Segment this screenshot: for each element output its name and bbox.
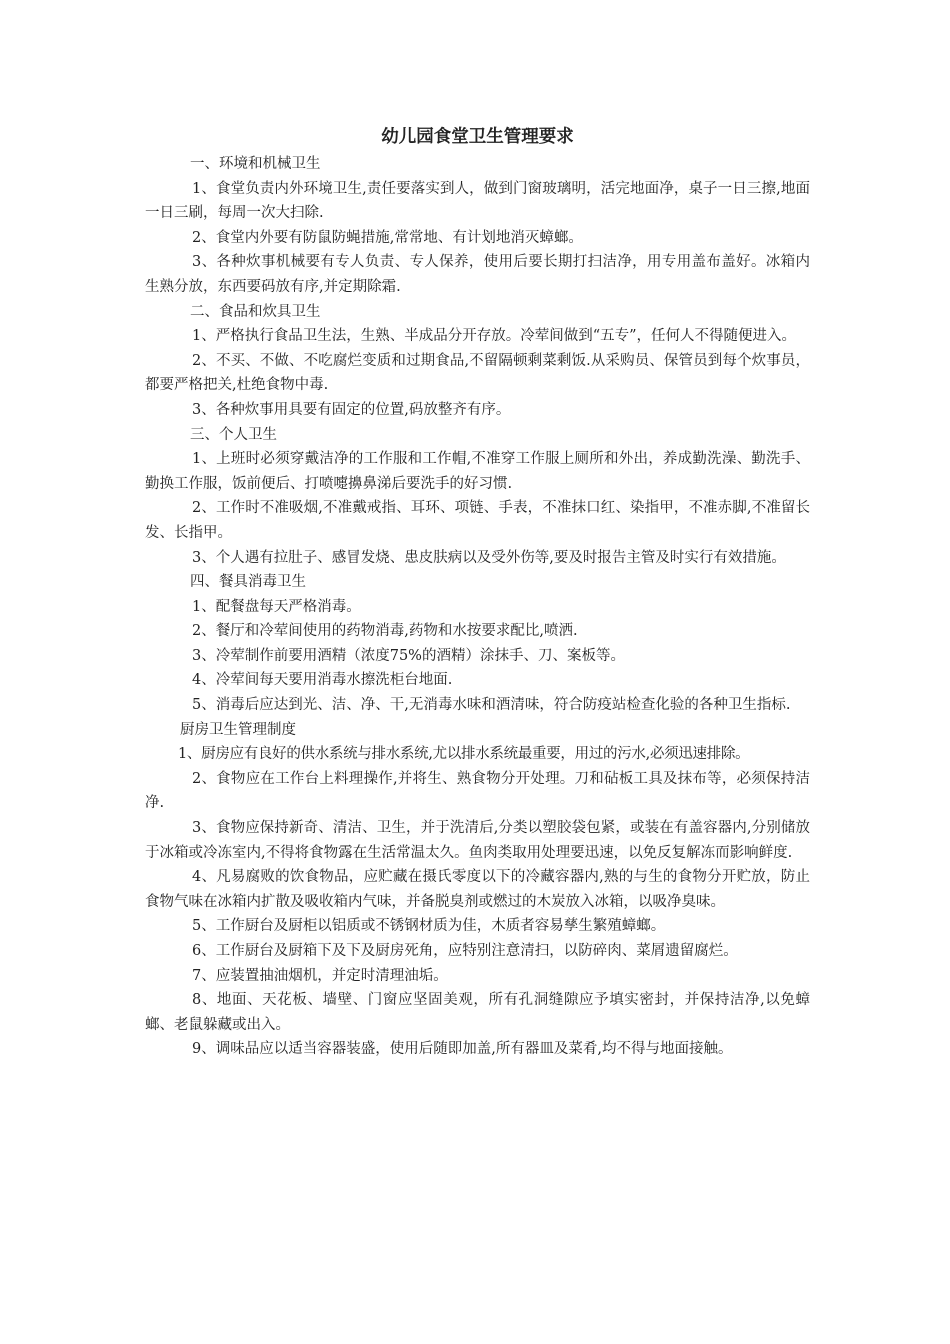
section-item: 1、配餐盘每天严格消毒。 — [192, 598, 361, 615]
section-item: 1、厨房应有良好的供水系统与排水系统,尤以排水系统最重要，用过的污水,必须迅速排除。 — [178, 746, 750, 763]
document-body — [145, 124, 810, 1062]
section-heading: 三、个人卫生 — [190, 426, 277, 443]
section-kitchen-rules — [145, 718, 810, 1062]
section-tableware-disinfection — [145, 570, 810, 718]
section-item: 4、冷荤间每天要用消毒水擦洗柜台地面. — [192, 672, 453, 689]
section-item: 1、食堂负责内外环境卫生,责任要落实到人，做到门窗玻璃明，活完地面净，桌子一日三擦,地面一日三刷，每周一次大扫除. — [145, 180, 810, 222]
section-item: 2、不买、不做、不吃腐烂变质和过期食品,不留隔顿剩菜剩饭.从采购员、保管员到每个炊事员，都要严格把关,杜绝食物中毒. — [145, 352, 810, 394]
section-item: 1、严格执行食品卫生法，生熟、半成品分开存放。冷荤间做到“五专”，任何人不得随便进入。 — [192, 328, 797, 345]
section-item: 2、餐厅和冷荤间使用的药物消毒,药物和水按要求配比,喷洒. — [192, 623, 578, 640]
document-title: 幼儿园食堂卫生管理要求 — [381, 127, 574, 147]
section-item: 8、地面、天花板、墙壁、门窗应坚固美观，所有孔洞缝隙应予填实密封，并保持洁净,以免蟑螂、老鼠躲藏或出入。 — [145, 992, 810, 1033]
section-item: 3、各种炊事机械要有专人负责、专人保养，使用后要长期打扫洁净，用专用盖布盖好。冰箱内生熟分放，东西要码放有序,并定期除霜. — [145, 254, 810, 295]
section-heading: 四、餐具消毒卫生 — [190, 574, 306, 591]
section-item: 3、个人遇有拉肚子、感冒发烧、患皮肤病以及受外伤等,要及时报告主管及时实行有效措施。 — [192, 549, 786, 566]
section-item: 9、调味品应以适当容器装盛，使用后随即加盖,所有器皿及菜肴,均不得与地面接触。 — [192, 1041, 733, 1058]
section-heading: 二、食品和炊具卫生 — [190, 303, 321, 320]
section-item: 5、消毒后应达到光、洁、净、干,无消毒水味和酒清味，符合防疫站检查化验的各种卫生指标. — [192, 697, 791, 714]
section-item: 3、冷荤制作前要用酒精（浓度75%的酒精）涂抹手、刀、案板等。 — [192, 647, 625, 664]
section-item: 3、各种炊事用具要有固定的位置,码放整齐有序。 — [192, 401, 511, 418]
section-item: 3、食物应保持新奇、清洁、卫生，并于洗清后,分类以塑胶袋包紧，或装在有盖容器内,分别储放于冰箱或冷冻室内,不得将食物露在生活常温太久。鱼肉类取用处理要迅速，以免反复解冻而影响鲜度. — [145, 820, 810, 861]
section-item: 7、应装置抽油烟机，并定时清理油垢。 — [192, 967, 448, 984]
section-item: 5、工作厨台及厨柜以铝质或不锈钢材质为佳，木质者容易孳生繁殖蟑螂。 — [192, 918, 666, 935]
section-personal-hygiene — [145, 423, 810, 571]
section-item: 2、食物应在工作台上料理操作,并将生、熟食物分开处理。刀和砧板工具及抹布等，必须保持洁净. — [145, 770, 810, 812]
section-item: 2、食堂内外要有防鼠防蝇措施,常常地、有计划地消灭蟑螂。 — [192, 229, 583, 246]
section-item: 6、工作厨台及厨箱下及下及厨房死角，应特别注意清扫，以防碎肉、菜屑遗留腐烂。 — [192, 943, 738, 959]
section-item: 1、上班时必须穿戴洁净的工作服和工作帽,不准穿工作服上厕所和外出，养成勤洗澡、勤洗手、勤换工作服，饭前便后、打喷嚏擤鼻涕后要洗手的好习惯. — [145, 451, 810, 492]
section-heading: 厨房卫生管理制度 — [180, 721, 296, 738]
section-heading: 一、环境和机械卫生 — [190, 156, 321, 172]
section-item: 4、凡易腐败的饮食物品，应贮藏在摄氏零度以下的冷藏容器内,熟的与生的食物分开贮放，防止食物气味在冰箱内扩散及吸收箱内气味，并备脱臭剂或燃过的木炭放入冰箱，以吸净臭味。 — [145, 869, 810, 910]
section-item: 2、工作时不准吸烟,不准戴戒指、耳环、项链、手表，不准抹口红、染指甲，不准赤脚,不准留长发、长指甲。 — [145, 500, 810, 541]
section-food-utensils — [145, 300, 810, 423]
section-environment — [145, 152, 810, 300]
